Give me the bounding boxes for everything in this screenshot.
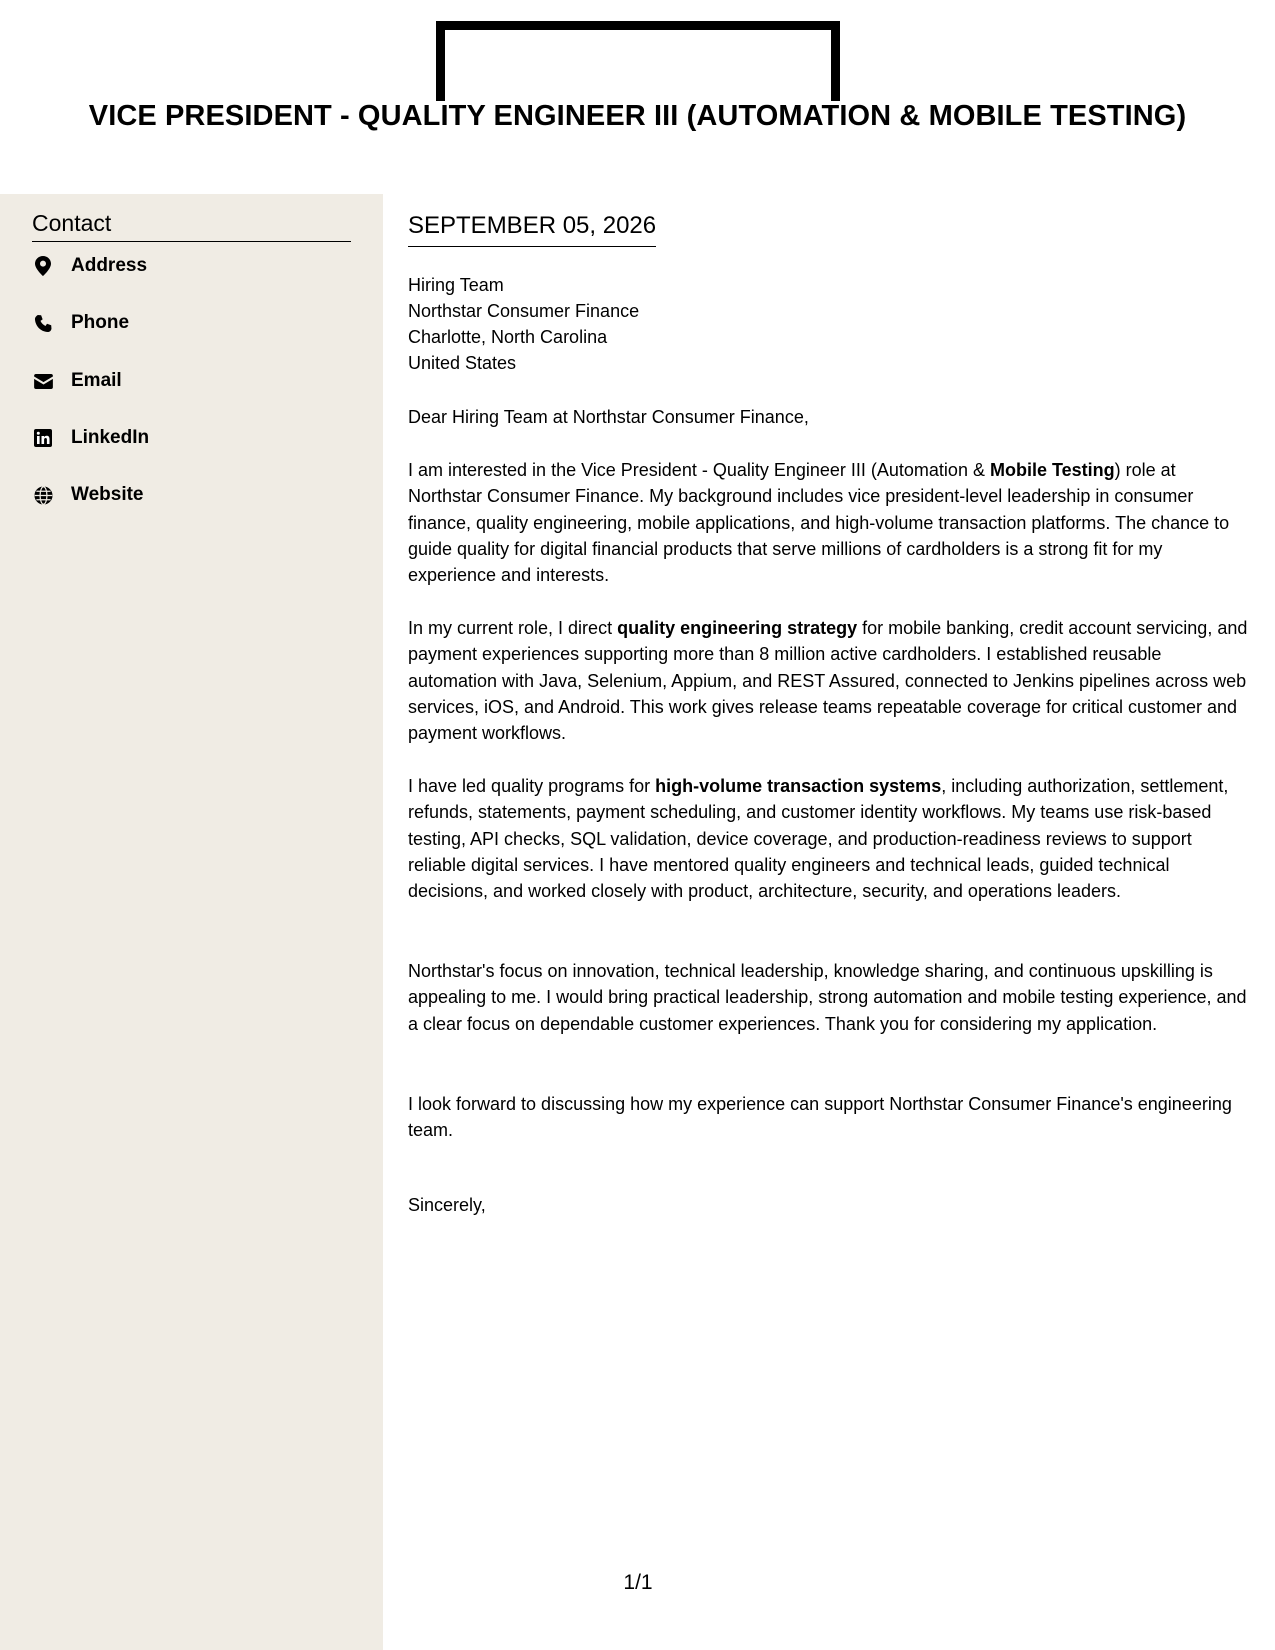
paragraph-3	[408, 773, 1250, 904]
contact-website	[32, 480, 144, 510]
phone-icon	[32, 312, 54, 334]
page-number: 1/1	[623, 1571, 653, 1594]
contact-email	[32, 366, 122, 396]
linkedin-icon	[32, 427, 54, 449]
contact-address	[32, 251, 147, 281]
letter-date: SEPTEMBER 05, 2026	[408, 212, 656, 247]
paragraph-text: ) role at Northstar Consumer Finance. My background includes vice president-level leadership in consumer finance, quality engineering, mobile applications, and high-volume transaction platforms. The chance to guide quality for digital financial products that serve millions of cardholders is a strong fit for my experience and interests.	[408, 460, 1230, 586]
header-frame-decoration	[436, 21, 840, 101]
paragraph-5: I look forward to discussing how my experience can support Northstar Consumer Finance's engineering team.	[408, 1094, 1232, 1141]
paragraph-text: I have led quality programs for	[408, 776, 656, 796]
paragraph-text: for mobile banking, credit account servicing, and payment experiences supporting more than 8 million active cardholders. I established reusable automation with Java, Selenium, Appium, and REST Assured, connected to Jenkins pipelines across web services, iOS, and Android. This work gives release teams repeatable coverage for critical customer and payment workflows.	[408, 618, 1248, 744]
contact-linkedin-label: LinkedIn	[71, 427, 150, 448]
paragraph-4: Northstar's focus on innovation, technical leadership, knowledge sharing, and continuous upskilling is appealing to me. I would bring practical leadership, strong automation and mobile testing experience, and a clear focus on dependable customer experiences. Thank you for considering my application.	[408, 961, 1247, 1034]
envelope-icon	[32, 370, 54, 392]
location-pin-icon	[32, 255, 54, 277]
paragraph-emphasis: quality engineering strategy	[617, 618, 858, 638]
contact-address-label: Address	[71, 255, 148, 276]
closing: Sincerely,	[408, 1195, 486, 1215]
recipient-line: United States	[408, 353, 517, 373]
paragraph-text: In my current role, I direct	[408, 618, 618, 638]
paragraph-text: I am interested in the Vice President - Quality Engineer III (Automation &	[408, 460, 990, 480]
contact-phone	[32, 308, 129, 338]
recipient-line: Northstar Consumer Finance	[408, 301, 640, 321]
paragraph-text: , including authorization, settlement, refunds, statements, payment scheduling, and customer identity workflows. My teams use risk-based testing, API checks, SQL validation, device coverage, and production-readiness reviews to support reliable digital services. I have mentored quality engineers and technical leads, guided technical decisions, and worked closely with product, architecture, security, and operations leaders.	[408, 776, 1229, 902]
globe-icon	[32, 484, 54, 506]
contact-heading: Contact	[32, 210, 351, 242]
page-title: VICE PRESIDENT - QUALITY ENGINEER III (AUTOMATION & MOBILE TESTING)	[88, 100, 1187, 132]
salutation: Dear Hiring Team at Northstar Consumer Finance,	[408, 407, 809, 427]
recipient-line: Hiring Team	[408, 275, 504, 295]
recipient-line: Charlotte, North Carolina	[408, 327, 608, 347]
contact-linkedin	[32, 423, 149, 453]
contact-phone-label: Phone	[71, 312, 130, 333]
paragraph-2	[408, 615, 1250, 746]
contact-email-label: Email	[71, 370, 122, 391]
paragraph-1	[408, 457, 1250, 588]
contact-website-label: Website	[71, 484, 144, 505]
paragraph-emphasis: high-volume transaction systems	[655, 776, 942, 796]
sidebar	[0, 194, 383, 1650]
recipient-block	[408, 272, 639, 376]
paragraph-emphasis: Mobile Testing	[989, 460, 1115, 480]
